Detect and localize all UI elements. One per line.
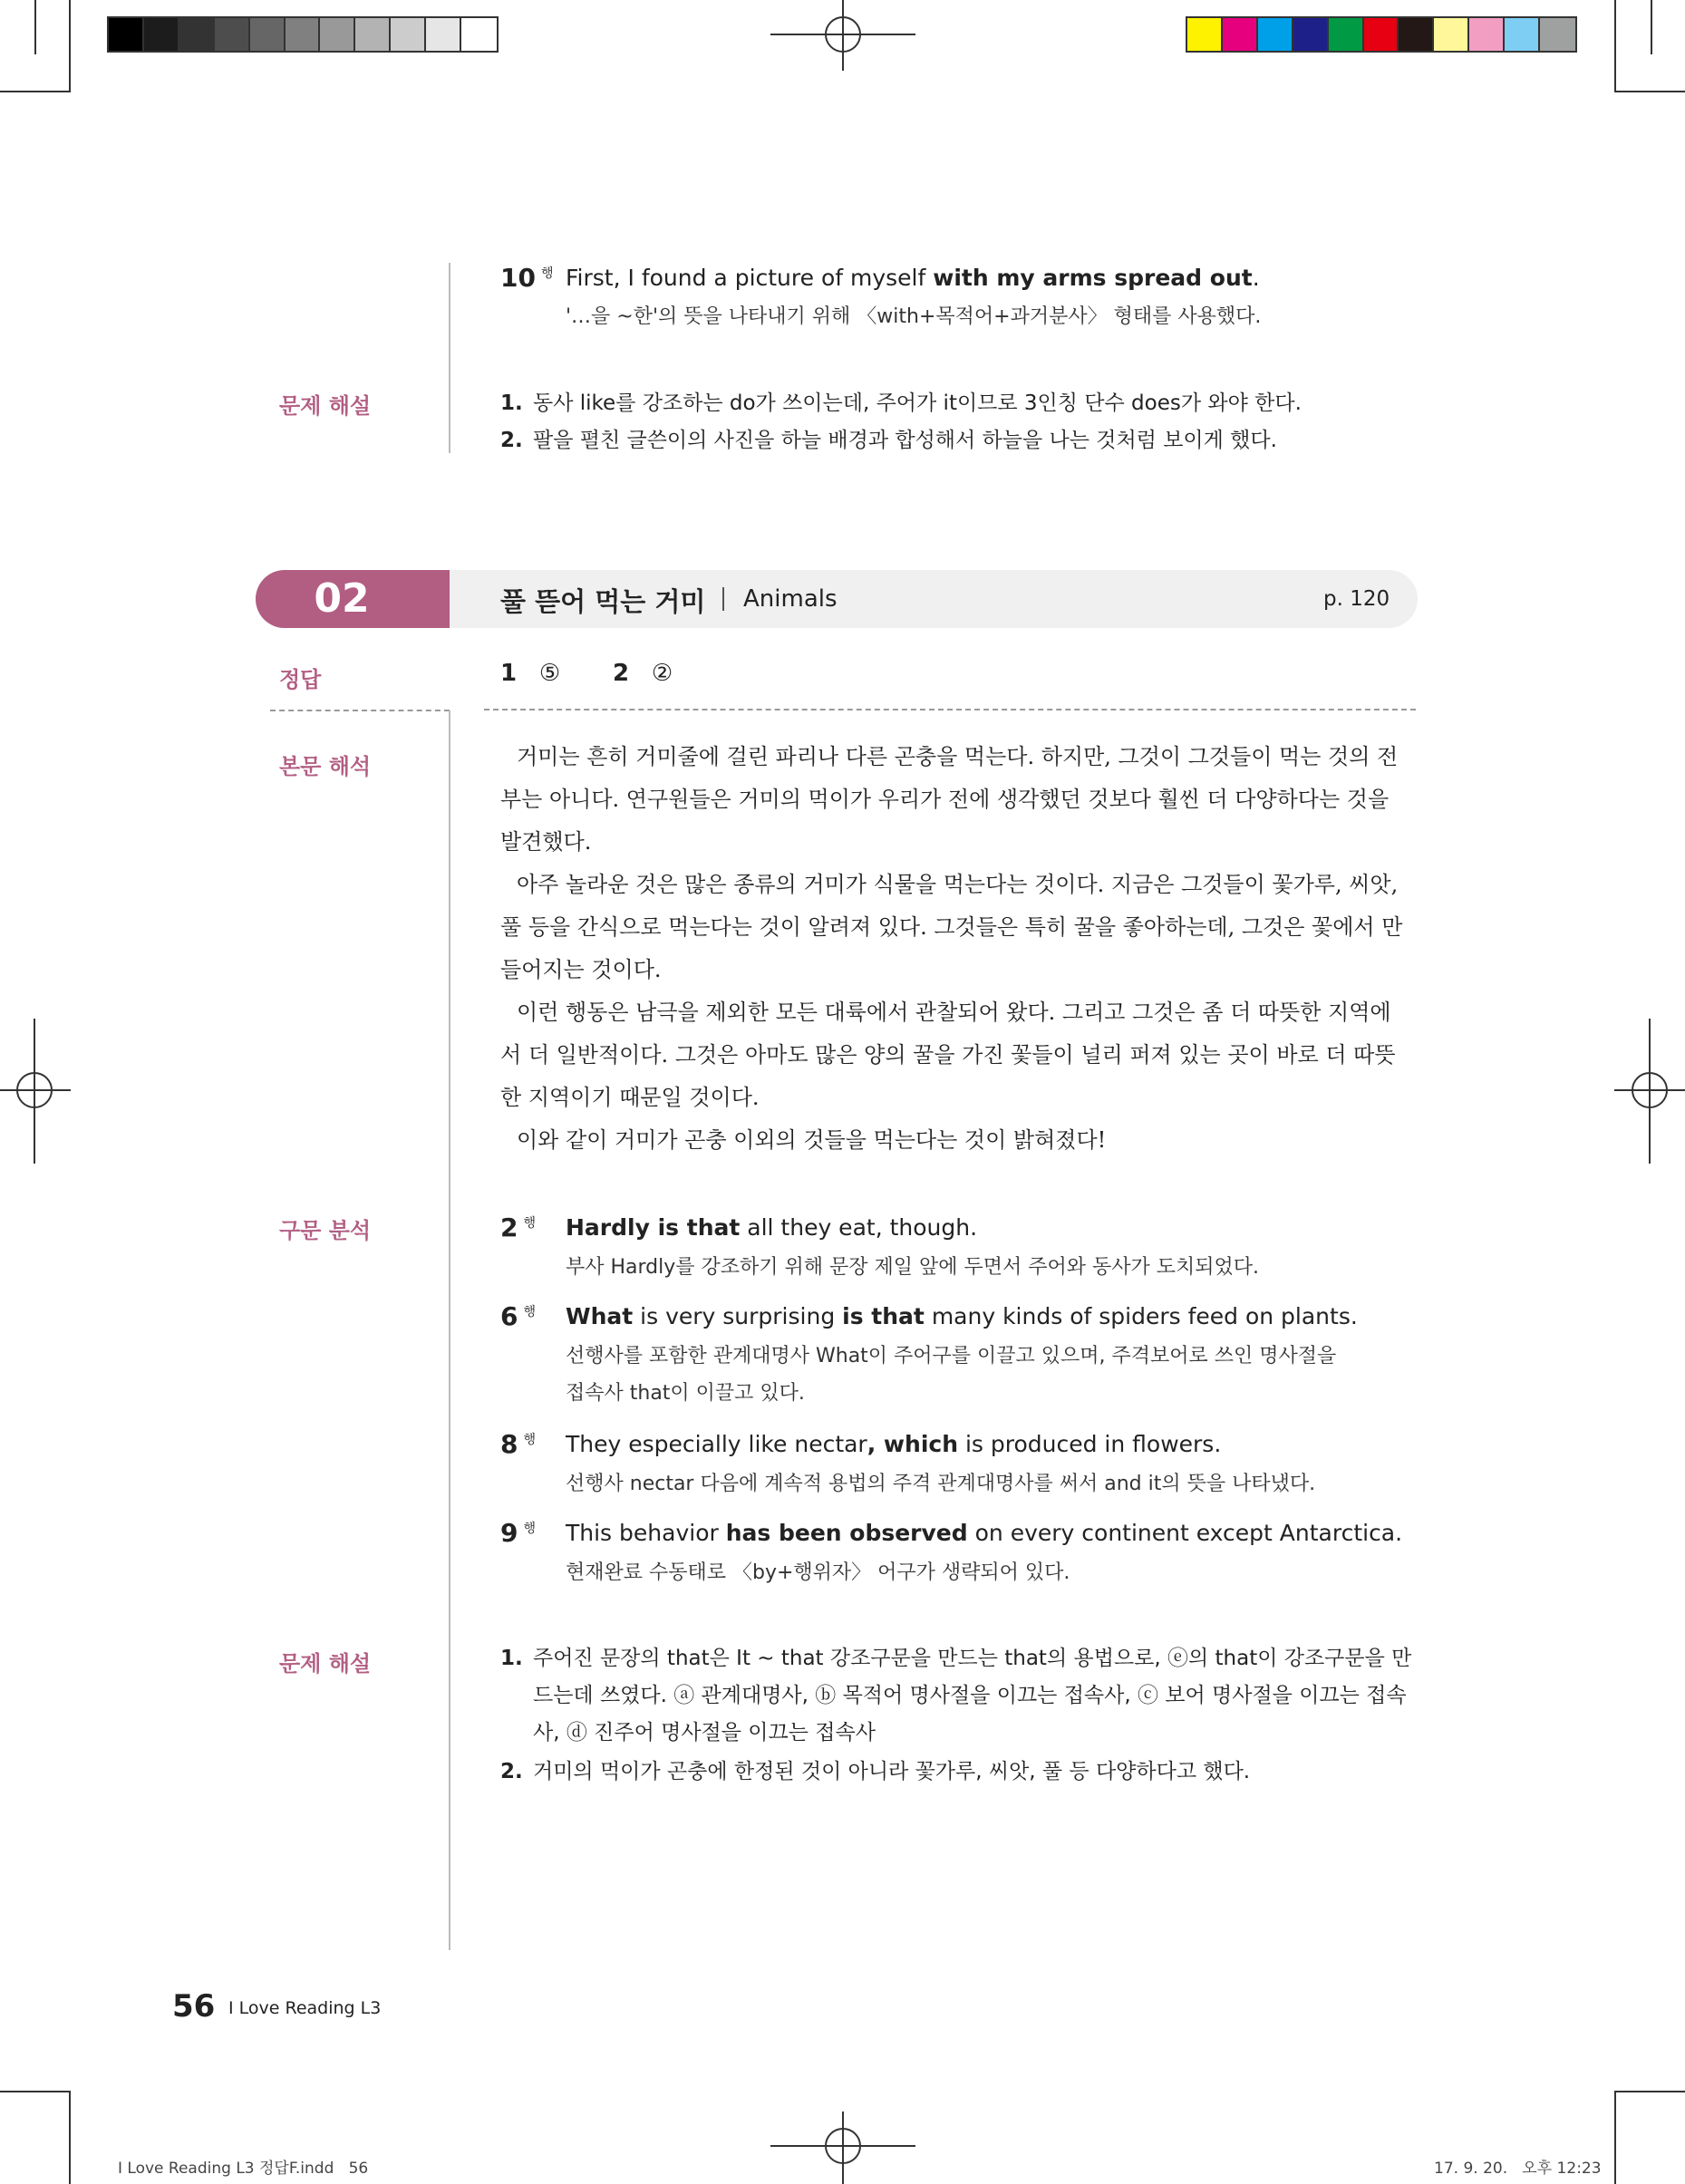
grammar-sentence: What is very surprising is that many kinds of spiders feed on plants. <box>566 1303 1358 1329</box>
grammar-sentence: This behavior has been observed on every continent except Antarctica. <box>566 1520 1403 1546</box>
color-swatch <box>286 18 321 51</box>
grammar-line-number: 6 $^행$ <box>500 1301 537 1331</box>
slug-file-info: I Love Reading L3 정답F.indd 56 <box>118 2160 369 2178</box>
grammar-line-number: 8 $^행$ <box>500 1429 537 1459</box>
translation-paragraph: 이와 같이 거미가 곤충 이외의 것들을 먹는다는 것이 밝혀졌다! <box>517 1127 1107 1153</box>
section-label-problem: 문제 해설 <box>279 393 372 419</box>
grammar-explanation: 접속사 that이 이끌고 있다. <box>566 1382 805 1405</box>
color-swatch <box>179 18 215 51</box>
section-label-answer: 정답 <box>279 667 322 692</box>
color-swatch <box>109 18 144 51</box>
gray-swatch-bar <box>107 16 499 53</box>
color-swatch <box>1434 18 1469 51</box>
crop-mark <box>1614 2091 1616 2184</box>
grammar-explanation: 부사 Hardly를 강조하기 위해 문장 제일 앞에 두면서 주어와 동사가 도치되었다. <box>566 1256 1260 1279</box>
title-separator <box>722 587 724 611</box>
answer-divider-left <box>270 710 450 711</box>
grammar-sentence: First, I found a picture of myself with my arms spread out. <box>566 265 1260 291</box>
translation-paragraph: 이런 행동은 남극을 제외한 모든 대륙에서 관찰되어 왔다. 그리고 그것은 좀 더 따뜻한 지역에서 더 일반적이다. 그것은 아마도 많은 양의 꿀을 가진 꽃들이 널리 퍼져 있는 곳이 바로 더 따뜻한 지역이기 때문일 것이다. <box>500 1000 1396 1110</box>
section-label-problem: 문제 해설 <box>279 1651 372 1677</box>
grammar-explanation: '…을 ~한'의 뜻을 나타내기 위해 〈with+목적어+과거분사〉 형태를 사용했다. <box>566 305 1262 328</box>
grammar-line-number: 2 $^행$ <box>500 1213 537 1242</box>
answer-divider-right <box>484 709 1416 710</box>
book-title: I Love Reading L3 <box>228 1998 382 2018</box>
color-swatch-bar <box>1186 16 1577 53</box>
unit-number: 02 <box>314 575 370 622</box>
registration-mark <box>842 2112 844 2184</box>
page-number: 56 <box>172 1988 216 2025</box>
crop-mark <box>0 91 71 92</box>
color-swatch <box>215 18 250 51</box>
grammar-explanation: 선행사 nectar 다음에 계속적 용법의 주격 관계대명사를 써서 and it의 뜻을 나타냈다. <box>566 1473 1316 1495</box>
column-divider <box>449 263 450 453</box>
color-swatch <box>461 18 497 51</box>
color-swatch <box>391 18 426 51</box>
color-swatch <box>320 18 355 51</box>
color-swatch <box>1329 18 1364 51</box>
translation-paragraph: 거미는 흔히 거미줄에 걸린 파리나 다른 곤충을 먹는다. 하지만, 그것이 그것들이 먹는 것의 전부는 아니다. 연구원들은 거미의 먹이가 우리가 전에 생각했던 것보다 훨씬 더 다양하다는 것을 발견했다. <box>500 744 1399 855</box>
problem-item: 2. 팔을 펼친 글쓴이의 사진을 하늘 배경과 합성해서 하늘을 나는 것처럼 보이게 했다. <box>500 429 1277 452</box>
crop-mark <box>69 0 71 92</box>
crop-mark <box>0 2091 71 2092</box>
grammar-explanation: 선행사를 포함한 관계대명사 What이 주어구를 이끌고 있으며, 주격보어로 쓰인 명사절을 <box>566 1345 1337 1367</box>
unit-page-ref: p. 120 <box>1323 587 1390 611</box>
grammar-line-number: 10 $^행$ <box>500 263 554 293</box>
color-swatch <box>144 18 179 51</box>
color-swatch <box>1469 18 1505 51</box>
registration-mark <box>0 1089 71 1091</box>
crop-mark <box>1614 91 1685 92</box>
color-swatch <box>1540 18 1575 51</box>
problem-item: 2. 거미의 먹이가 곤충에 한정된 것이 아니라 꽃가루, 씨앗, 풀 등 다양하다고 했다. <box>500 1760 1251 1783</box>
crop-mark <box>1614 0 1616 92</box>
crop-mark <box>69 2091 71 2184</box>
registration-mark <box>34 1019 35 1164</box>
color-swatch <box>1505 18 1540 51</box>
color-swatch <box>426 18 461 51</box>
grammar-sentence: They especially like nectar, which is produced in flowers. <box>566 1431 1222 1457</box>
translation-paragraph: 아주 놀라운 것은 많은 종류의 거미가 식물을 먹는다는 것이다. 지금은 그것들이 꽃가루, 씨앗, 풀 등을 간식으로 먹는다는 것이 알려져 있다. 그것들은 특히 꿀을 좋아하는데, 그것은 꽃에서 만들어지는 것이다. <box>500 872 1403 982</box>
grammar-line-number: 9 $^행$ <box>500 1518 537 1548</box>
registration-mark <box>1649 1019 1651 1164</box>
color-swatch <box>1223 18 1258 51</box>
color-swatch <box>1187 18 1223 51</box>
problem-item: 1. 주어진 문장의 that은 It ~ that 강조구문을 만드는 that의 용법으로, ⓔ의 that이 강조구문을 만드는데 쓰였다. ⓐ 관계대명사, ⓑ 목적어 명사절을 이끄는 접속사, ⓒ 보어 명사절을 이끄는 접속사, ⓓ 진주어 명사절을 이끄는 접속사 <box>500 1647 1412 1744</box>
color-swatch <box>1399 18 1434 51</box>
color-swatch <box>1364 18 1399 51</box>
answer-item: 2 ② <box>613 660 673 687</box>
answer-item: 1 ⑤ <box>500 660 561 687</box>
color-swatch <box>1293 18 1329 51</box>
crop-mark <box>1651 0 1652 54</box>
color-swatch <box>1258 18 1293 51</box>
problem-item: 1. 동사 like를 강조하는 do가 쓰이는데, 주어가 it이므로 3인칭 단수 does가 와야 한다. <box>500 391 1302 415</box>
section-label-translation: 본문 해석 <box>279 754 372 779</box>
crop-mark <box>34 0 36 54</box>
crop-mark <box>1614 2091 1685 2092</box>
section-label-grammar: 구문 분석 <box>279 1218 372 1243</box>
grammar-explanation: 현재완료 수동태로 〈by+행위자〉 어구가 생략되어 있다. <box>566 1561 1070 1584</box>
slug-datetime: 17. 9. 20. 오후 12:23 <box>1434 2160 1602 2178</box>
unit-category: Animals <box>743 585 838 613</box>
translation-text <box>500 736 1407 1162</box>
color-swatch <box>250 18 286 51</box>
registration-mark <box>842 0 844 71</box>
color-swatch <box>355 18 391 51</box>
unit-title: 풀 뜯어 먹는 거미 <box>500 586 706 617</box>
grammar-sentence: Hardly is that all they eat, though. <box>566 1214 978 1241</box>
column-divider <box>449 710 450 1950</box>
